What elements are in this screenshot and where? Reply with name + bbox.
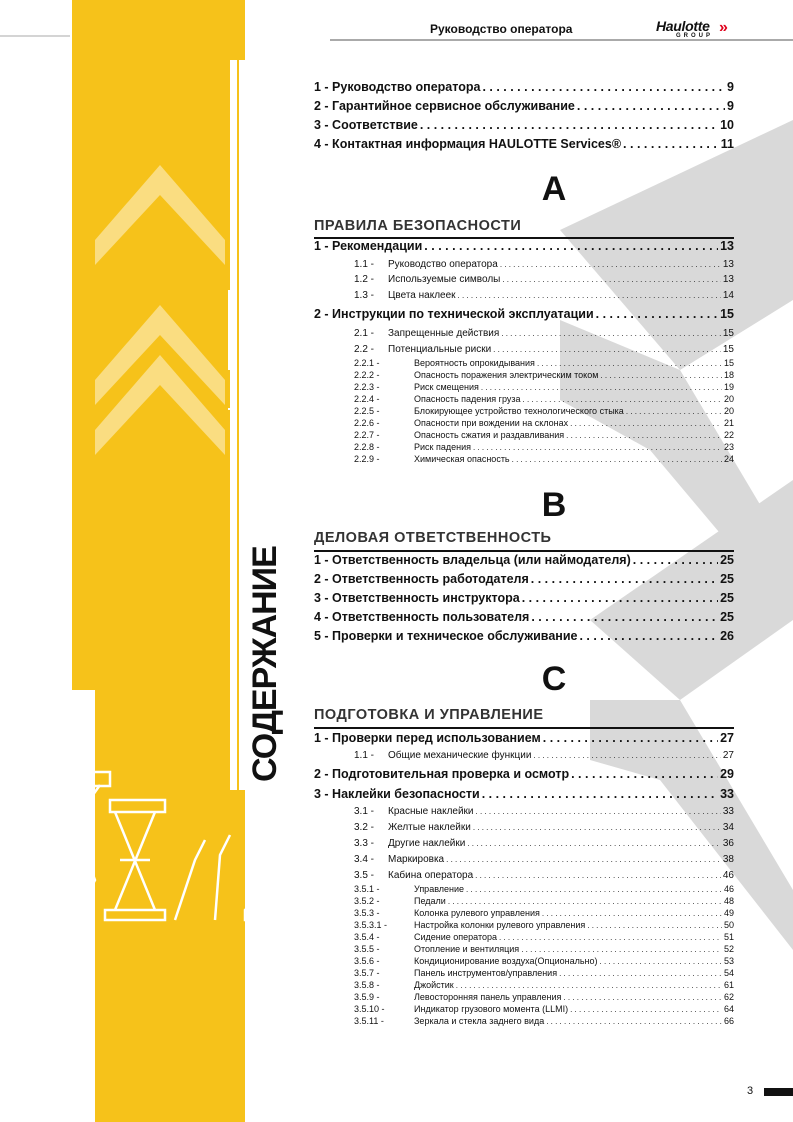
toc-entry-number: 3.5.10 - <box>354 1004 385 1014</box>
toc-entry-label <box>314 290 456 301</box>
toc-entry-text: 3 - Наклейки безопасности <box>314 787 480 801</box>
toc-entry-text: Настройка колонки рулевого управления <box>414 920 586 930</box>
toc-entry[interactable] <box>314 610 734 624</box>
toc-entry-text: 2 - Инструкции по технической эксплуатации <box>314 307 594 321</box>
toc-leader-dots <box>512 455 722 464</box>
toc-entry-label <box>314 920 585 930</box>
toc-entry[interactable] <box>314 822 734 833</box>
toc-entry[interactable] <box>314 118 734 132</box>
toc-entry-text: 1 - Проверки перед использованием <box>314 731 541 745</box>
toc-entry[interactable] <box>314 394 734 404</box>
toc-entry-label <box>314 787 480 801</box>
toc-entry-label <box>314 442 471 452</box>
toc-entry-text: Используемые символы <box>388 274 501 285</box>
toc-entry-text: Опасности при вождении на склонах <box>414 418 569 428</box>
toc-leader-dots <box>473 823 721 832</box>
toc-entry-text: Химическая опасность <box>414 454 510 464</box>
toc-entry-label <box>314 406 624 416</box>
toc-entry-page: 15 <box>722 344 734 355</box>
toc-leader-dots <box>546 1017 722 1026</box>
toc-entry[interactable] <box>314 767 734 781</box>
toc-entry-text: Джойстик <box>414 980 454 990</box>
toc-entry-text: Колонка рулевого управления <box>414 908 540 918</box>
toc-entry-page: 62 <box>723 992 734 1002</box>
toc-entry-text: 4 - Ответственность пользователя <box>314 610 530 624</box>
page-number: 3 <box>747 1085 754 1097</box>
toc-entry-page: 20 <box>723 394 734 404</box>
toc-entry-number: 3.5.4 - <box>354 932 380 942</box>
toc-leader-dots <box>522 591 718 605</box>
toc-leader-dots <box>542 909 722 918</box>
toc-entry-label <box>314 572 529 586</box>
toc-entry[interactable] <box>314 932 734 942</box>
toc-entry-text: 1 - Руководство оператора <box>314 80 481 94</box>
toc-entry-page: 13 <box>722 274 734 285</box>
toc-entry-label <box>314 137 621 151</box>
section-letter: C <box>541 660 567 698</box>
toc-entry-page: 10 <box>720 118 734 132</box>
toc-entry[interactable] <box>314 956 734 966</box>
toc-leader-dots <box>501 329 721 338</box>
toc-entry-label <box>314 629 577 643</box>
toc-entry-page: 14 <box>722 290 734 301</box>
toc-entry-text: Риск падения <box>414 442 471 452</box>
toc-entry-page: 33 <box>722 806 734 817</box>
toc-entry-text: Потенциальные риски <box>388 344 492 355</box>
toc-entry-page: 9 <box>727 80 734 94</box>
toc-entry[interactable] <box>314 896 734 906</box>
toc-leader-dots <box>577 99 725 113</box>
toc-entry-number: 1.1 - <box>354 750 375 761</box>
page-number-bar <box>764 1088 793 1096</box>
toc-entry-text: Педали <box>414 896 446 906</box>
toc-entry-page: 22 <box>723 430 734 440</box>
toc-leader-dots <box>502 275 721 284</box>
running-title: Руководство оператора <box>430 22 573 36</box>
toc-entry-text: Опасность поражения электрическим током <box>414 370 599 380</box>
toc-entry[interactable] <box>314 968 734 978</box>
toc-entry-text: Опасность падения груза <box>414 394 521 404</box>
toc-entry-page: 19 <box>723 382 734 392</box>
toc-entry-page: 25 <box>720 610 734 624</box>
toc-entry-number: 3.5.8 - <box>354 980 380 990</box>
toc-entry[interactable] <box>314 406 734 416</box>
toc-leader-dots <box>559 969 722 978</box>
toc-entry-label <box>314 454 510 464</box>
toc-entry-label <box>314 870 473 881</box>
toc-entry-page: 18 <box>723 370 734 380</box>
toc-entry-page: 27 <box>722 750 734 761</box>
toc-entry-page: 13 <box>720 239 734 253</box>
toc-entry-page: 51 <box>723 932 734 942</box>
toc-entry[interactable] <box>314 454 734 464</box>
toc-entry-page: 36 <box>722 838 734 849</box>
toc-leader-dots <box>531 610 718 624</box>
toc-entry-label <box>314 394 521 404</box>
toc-entry-page: 21 <box>723 418 734 428</box>
toc-entry-text: Руководство оператора <box>388 259 498 270</box>
toc-entry-label <box>314 968 557 978</box>
toc-entry-text: Риск смещения <box>414 382 479 392</box>
toc-entry-label <box>314 750 531 761</box>
toc-entry[interactable] <box>314 274 734 285</box>
toc-entry-label <box>314 731 541 745</box>
toc-entry-page: 25 <box>720 553 734 567</box>
toc-entry-number: 3.5.3 - <box>354 908 380 918</box>
toc-entry-page: 27 <box>720 731 734 745</box>
toc-entry-text: 2 - Гарантийное сервисное обслуживание <box>314 99 575 113</box>
toc-entry[interactable] <box>314 944 734 954</box>
toc-leader-dots <box>482 80 725 94</box>
toc-leader-dots <box>570 1005 722 1014</box>
toc-entry-number: 3.1 - <box>354 806 375 817</box>
toc-entry-number: 2.1 - <box>354 328 375 339</box>
toc-entry-text: Желтые наклейки <box>388 822 471 833</box>
toc-entry-text: 1 - Рекомендации <box>314 239 423 253</box>
toc-entry-number: 3.4 - <box>354 854 375 865</box>
toc-entry-label <box>314 307 594 321</box>
toc-entry-number: 2.2 - <box>354 344 375 355</box>
toc-entry[interactable] <box>314 908 734 918</box>
toc-entry-text: Запрещенные действия <box>388 328 500 339</box>
machines-illustration <box>5 760 335 940</box>
toc-entry[interactable] <box>314 806 734 817</box>
toc-entry[interactable] <box>314 884 734 894</box>
toc-entry-page: 64 <box>723 1004 734 1014</box>
toc-entry-text: Левосторонняя панель управления <box>414 992 562 1002</box>
toc-entry[interactable] <box>314 99 734 113</box>
toc-entry-number: 3.2 - <box>354 822 375 833</box>
toc-entry-page: 66 <box>723 1016 734 1026</box>
toc-leader-dots <box>587 921 722 930</box>
toc-entry[interactable] <box>314 920 734 930</box>
section-rule <box>314 727 734 729</box>
section-heading: ПРАВИЛА БЕЗОПАСНОСТИ <box>314 218 522 234</box>
toc-entry-text: 2 - Ответственность работодателя <box>314 572 529 586</box>
toc-entry[interactable] <box>314 290 734 301</box>
toc-entry-text: Цвета наклеек <box>388 290 456 301</box>
toc-entry-page: 61 <box>723 980 734 990</box>
toc-entry-label <box>314 896 446 906</box>
toc-entry-text: Общие механические функции <box>388 750 532 761</box>
toc-entry[interactable] <box>314 553 734 567</box>
toc-entry-label <box>314 370 598 380</box>
toc-leader-dots <box>566 431 722 440</box>
toc-entry-label <box>314 980 454 990</box>
toc-entry-label <box>314 430 564 440</box>
toc-leader-dots <box>482 787 718 801</box>
toc-entry-page: 46 <box>723 884 734 894</box>
toc-entry[interactable] <box>314 629 734 643</box>
toc-entry-page: 11 <box>720 137 734 151</box>
toc-entry-number: 3.5 - <box>354 870 375 881</box>
toc-entry-label <box>314 806 474 817</box>
toc-entry-page: 15 <box>720 307 734 321</box>
toc-entry[interactable] <box>314 1016 734 1026</box>
toc-entry-number: 1.2 - <box>354 274 375 285</box>
toc-entry[interactable] <box>314 980 734 990</box>
toc-entry[interactable] <box>314 572 734 586</box>
toc-entry-number: 2.2.3 - <box>354 382 380 392</box>
toc-entry[interactable] <box>314 418 734 428</box>
toc-leader-dots <box>476 807 721 816</box>
toc-entry-number: 3.5.6 - <box>354 956 380 966</box>
toc-entry-number: 1.3 - <box>354 290 375 301</box>
toc-leader-dots <box>458 291 721 300</box>
toc-leader-dots <box>633 553 718 567</box>
toc-entry[interactable] <box>314 992 734 1002</box>
toc-entry-page: 54 <box>723 968 734 978</box>
toc-leader-dots <box>521 945 722 954</box>
toc-entry-label <box>314 884 464 894</box>
toc-entry-label <box>314 80 480 94</box>
toc-leader-dots <box>466 885 722 894</box>
toc-entry-label <box>314 418 568 428</box>
toc-entry[interactable] <box>314 731 734 745</box>
toc-entry-text: Зеркала и стекла заднего вида <box>414 1016 545 1026</box>
toc-entry-text: Опасность сжатия и раздавливания <box>414 430 565 440</box>
toc-entry[interactable] <box>314 750 734 761</box>
toc-entry-label <box>314 118 418 132</box>
toc-entry-number: 2.2.7 - <box>354 430 380 440</box>
toc-leader-dots <box>456 981 722 990</box>
toc-entry-label <box>314 259 498 270</box>
toc-entry-text: Сидение оператора <box>414 932 498 942</box>
toc-entry-text: 3 - Ответственность инструктора <box>314 591 520 605</box>
toc-entry-text: Красные наклейки <box>388 806 474 817</box>
toc-entry-number: 3.5.9 - <box>354 992 380 1002</box>
toc-entry-label <box>314 344 491 355</box>
toc-leader-dots <box>481 383 722 392</box>
toc-leader-dots <box>570 419 722 428</box>
toc-entry[interactable] <box>314 870 734 881</box>
toc-entry-label <box>314 274 500 285</box>
toc-leader-dots <box>531 572 718 586</box>
toc-entry[interactable] <box>314 442 734 452</box>
toc-leader-dots <box>473 443 722 452</box>
toc-leader-dots <box>467 839 721 848</box>
toc-leader-dots <box>493 345 721 354</box>
toc-entry-page: 25 <box>720 591 734 605</box>
toc-entry-page: 38 <box>722 854 734 865</box>
toc-leader-dots <box>499 933 722 942</box>
section-heading: ПОДГОТОВКА И УПРАВЛЕНИЕ <box>314 707 544 723</box>
toc-entry-label <box>314 767 569 781</box>
toc-entry-text: Маркировка <box>388 854 445 865</box>
toc-entry-number: 2.2.1 - <box>354 358 380 368</box>
company-logo-subtitle: GROUP <box>676 33 714 39</box>
toc-entry[interactable] <box>314 854 734 865</box>
toc-entry-text: Блокирующее устройство технологического стыка <box>414 406 624 416</box>
toc-entry[interactable] <box>314 137 734 151</box>
toc-entry-text: Вероятность опрокидывания <box>414 358 535 368</box>
toc-entry[interactable] <box>314 1004 734 1014</box>
toc-leader-dots <box>446 855 721 864</box>
toc-leader-dots <box>420 118 718 132</box>
toc-entry-page: 33 <box>720 787 734 801</box>
toc-entry[interactable] <box>314 591 734 605</box>
toc-leader-dots <box>424 239 718 253</box>
toc-entry-page: 34 <box>722 822 734 833</box>
toc-entry-label <box>314 1016 544 1026</box>
toc-entry-label <box>314 610 529 624</box>
toc-entry-number: 3.5.11 - <box>354 1016 384 1026</box>
toc-entry[interactable] <box>314 787 734 801</box>
toc-entry[interactable] <box>314 430 734 440</box>
toc-entry-text: 5 - Проверки и техническое обслуживание <box>314 629 578 643</box>
toc-entry-number: 2.2.4 - <box>354 394 380 404</box>
toc-entry-page: 46 <box>722 870 734 881</box>
toc-entry-label <box>314 838 465 849</box>
toc-entry[interactable] <box>314 239 734 253</box>
toc-entry-text: Индикатор грузового момента (LLMI) <box>414 1004 569 1014</box>
toc-entry-number: 2.2.2 - <box>354 370 380 380</box>
toc-entry-number: 3.5.3.1 - <box>354 920 388 930</box>
toc-entry-number: 3.5.2 - <box>354 896 380 906</box>
toc-entry-label <box>314 908 540 918</box>
toc-entry-text: Управление <box>414 884 465 894</box>
toc-entry-label <box>314 822 471 833</box>
toc-entry-text: Другие наклейки <box>388 838 466 849</box>
section-letter: A <box>541 170 567 208</box>
toc-entry-number: 2.2.8 - <box>354 442 380 452</box>
toc-leader-dots <box>626 407 722 416</box>
toc-entry-page: 23 <box>723 442 734 452</box>
toc-leader-dots <box>500 260 721 269</box>
toc-entry[interactable] <box>314 382 734 392</box>
toc-entry-page: 20 <box>723 406 734 416</box>
toc-entry-number: 3.5.7 - <box>354 968 380 978</box>
toc-entry-label <box>314 553 631 567</box>
toc-entry-number: 2.2.9 - <box>354 454 380 464</box>
toc-entry-page: 24 <box>723 454 734 464</box>
toc-entry[interactable] <box>314 838 734 849</box>
toc-leader-dots <box>579 629 718 643</box>
toc-entry-page: 48 <box>723 896 734 906</box>
section-heading: ДЕЛОВАЯ ОТВЕТСТВЕННОСТЬ <box>314 530 552 546</box>
toc-entry-label <box>314 358 535 368</box>
toc-entry-page: 50 <box>723 920 734 930</box>
section-letter: B <box>541 486 567 524</box>
toc-entry-label <box>314 239 422 253</box>
toc-leader-dots <box>623 137 719 151</box>
toc-entry-page: 29 <box>720 767 734 781</box>
toc-entry[interactable] <box>314 259 734 270</box>
toc-entry-page: 15 <box>723 358 734 368</box>
toc-entry-label <box>314 854 444 865</box>
toc-entry-label <box>314 956 598 966</box>
toc-entry[interactable] <box>314 80 734 94</box>
toc-entry-text: 4 - Контактная информация HAULOTTE Services® <box>314 137 622 151</box>
toc-entry-page: 53 <box>723 956 734 966</box>
toc-leader-dots <box>533 751 720 760</box>
toc-leader-dots <box>448 897 722 906</box>
toc-entry-number: 3.5.1 - <box>354 884 380 894</box>
toc-entry-number: 3.5.5 - <box>354 944 380 954</box>
table-of-contents <box>314 0 734 1122</box>
toc-leader-dots <box>523 395 722 404</box>
section-rule <box>314 550 734 552</box>
toc-entry-number: 1.1 - <box>354 259 375 270</box>
toc-entry-number: 2.2.5 - <box>354 406 380 416</box>
toc-entry-label <box>314 382 479 392</box>
toc-leader-dots <box>543 731 718 745</box>
toc-entry-text: 1 - Ответственность владельца (или наймодателя) <box>314 553 631 567</box>
vertical-contents-title: СОДЕРЖАНИЕ <box>246 546 284 782</box>
toc-entry-text: 2 - Подготовительная проверка и осмотр <box>314 767 570 781</box>
toc-entry-page: 9 <box>727 99 734 113</box>
toc-leader-dots <box>600 371 722 380</box>
toc-entry-number: 2.2.6 - <box>354 418 380 428</box>
toc-entry-text: Кондиционирование воздуха(Опционально) <box>414 956 598 966</box>
toc-entry-label <box>314 1004 568 1014</box>
toc-entry-text: Панель инструментов/управления <box>414 968 558 978</box>
toc-leader-dots <box>563 993 722 1002</box>
company-logo: Haulotte <box>656 18 710 34</box>
toc-entry-number: 3.3 - <box>354 838 375 849</box>
toc-entry-text: Кабина оператора <box>388 870 474 881</box>
toc-entry[interactable] <box>314 370 734 380</box>
toc-entry-page: 52 <box>723 944 734 954</box>
toc-entry-label <box>314 992 561 1002</box>
toc-entry-page: 26 <box>720 629 734 643</box>
toc-entry[interactable] <box>314 344 734 355</box>
toc-leader-dots <box>537 359 722 368</box>
toc-entry[interactable] <box>314 328 734 339</box>
toc-leader-dots <box>571 767 718 781</box>
toc-entry-label <box>314 99 575 113</box>
toc-entry-page: 13 <box>722 259 734 270</box>
toc-leader-dots <box>600 957 722 966</box>
toc-entry-page: 49 <box>723 908 734 918</box>
toc-entry-text: Отопление и вентиляция <box>414 944 520 954</box>
toc-entry[interactable] <box>314 307 734 321</box>
toc-entry-label <box>314 932 497 942</box>
toc-entry-label <box>314 591 520 605</box>
toc-entry-page: 15 <box>722 328 734 339</box>
toc-leader-dots <box>596 307 718 321</box>
toc-entry-page: 25 <box>720 572 734 586</box>
toc-entry-text: 3 - Соответствие <box>314 118 418 132</box>
vertical-divider-line <box>237 60 239 880</box>
toc-entry-label <box>314 944 519 954</box>
toc-entry-label <box>314 328 499 339</box>
toc-leader-dots <box>475 871 721 880</box>
toc-entry[interactable] <box>314 358 734 368</box>
logo-chevron-icon: » <box>719 19 722 36</box>
